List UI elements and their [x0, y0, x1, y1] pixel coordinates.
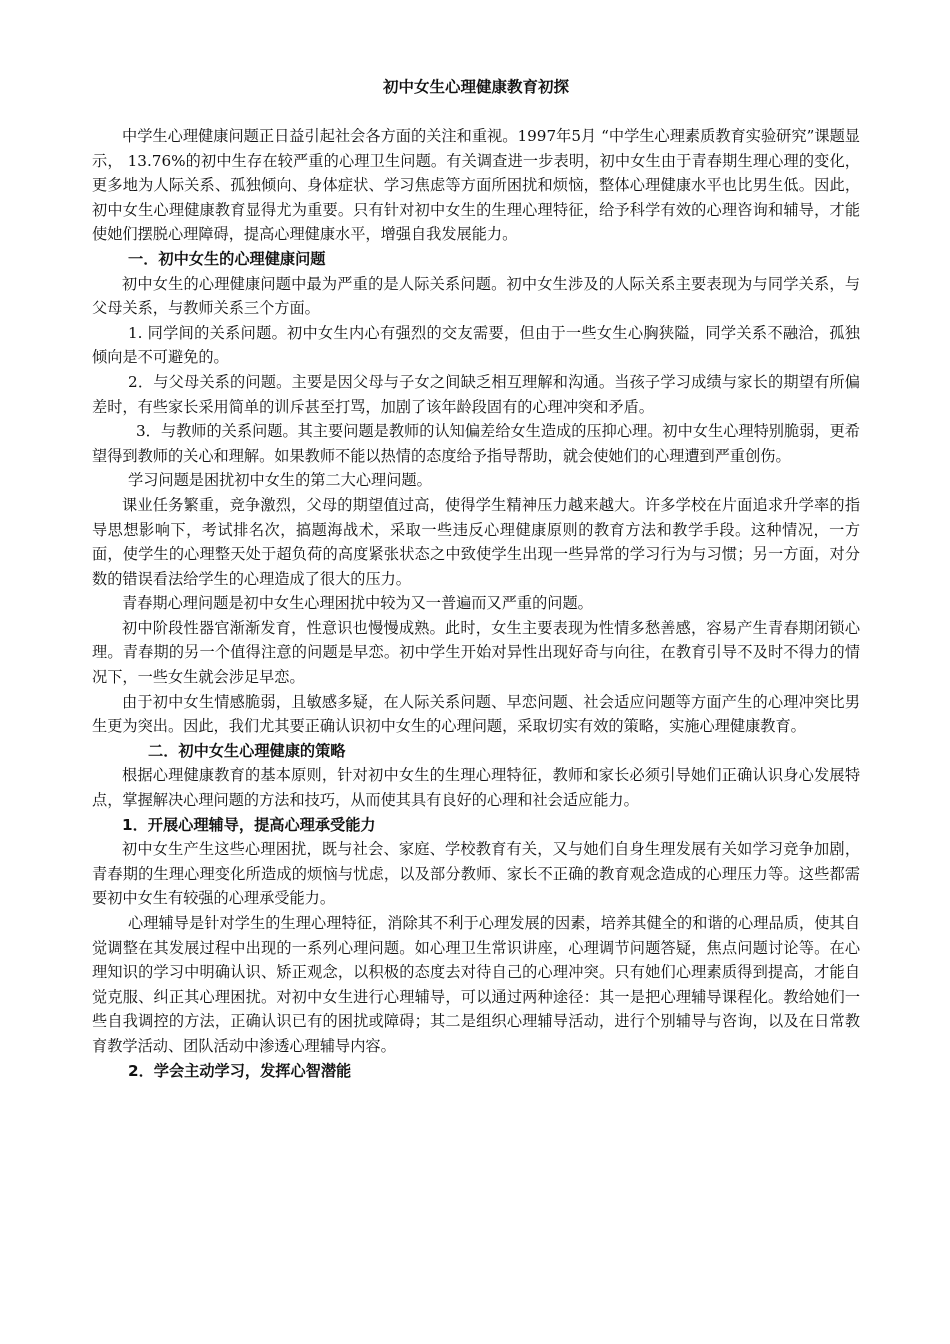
- body-paragraph: 课业任务繁重，竞争激烈，父母的期望值过高，使得学生精神压力越来越大。许多学校在片面追求升学率的指导思想影响下，考试排名次，搞题海战术，采取一些违反心理健康原则的教育方法和教学手段。这种情况，一方面，使学生的心理整天处于超负荷的高度紧张状态之中致使学生出现一些异常的学习行为与习惯；另一方面，对分数的错误看法给学生的心理造成了很大的压力。: [92, 495, 860, 588]
- body-paragraph: 2．与父母关系的问题。主要是因父母与子女之间缺乏相互理解和沟通。当孩子学习成绩与家长的期望有所偏差时，有些家长采用简单的训斥甚至打骂，加剧了该年龄段固有的心理冲突和矛盾。: [92, 372, 860, 416]
- body-paragraph: 3．与教师的关系问题。其主要问题是教师的认知偏差给女生造成的压抑心理。初中女生心理特别脆弱，更希望得到教师的关心和理解。如果教师不能以热情的态度给予指导帮助，就会使她们的心理遭到严重创伤。: [92, 422, 860, 465]
- body-paragraph: 初中女生的心理健康问题中最为严重的是人际关系问题。初中女生涉及的人际关系主要表现为与同学关系，与父母关系，与教师关系三个方面。: [92, 274, 860, 318]
- body-paragraph: 学习问题是困扰初中女生的第二大心理问题。: [128, 471, 432, 490]
- subsection-heading-1: 1．开展心理辅导，提高心理承受能力: [122, 815, 376, 834]
- document-title: 初中女生心理健康教育初探: [382, 78, 569, 96]
- section-heading-1: 一．初中女生的心理健康问题: [128, 249, 326, 268]
- body-paragraph: 心理辅导是针对学生的生理心理特征，消除其不利于心理发展的因素，培养其健全的和谐的心理品质，使其自觉调整在其发展过程中出现的一系列心理问题。如心理卫生常识讲座，心理调节问题答疑，焦点问题讨论等。在心理知识的学习中明确认识、矫正观念，以积极的态度去对待自己的心理冲突。只有她们心理素质得到提高，才能自觉克服、纠正其心理困扰。对初中女生进行心理辅导，可以通过两种途径：其一是把心理辅导课程化。教给她们一些自我调控的方法，正确认识已有的困扰或障碍；其二是组织心理辅导活动，进行个别辅导与咨询，以及在日常教育教学活动、团队活动中渗透心理辅导内容。: [92, 914, 860, 1055]
- subsection-heading-2: 2．学会主动学习，发挥心智潜能: [128, 1061, 352, 1080]
- body-paragraph: 由于初中女生情感脆弱，且敏感多疑，在人际关系问题、早恋问题、社会适应问题等方面产生的心理冲突比男生更为突出。因此，我们尤其要正确认识初中女生的心理问题，采取切实有效的策略，实施心理健康教育。: [92, 692, 860, 736]
- intro-paragraph: 中学生心理健康问题正日益引起社会各方面的关注和重视。1997年5月 “中学生心理素质教育实验研究”课题显示， 13.76%的初中生存在较严重的心理卫生问题。有关调查进一步表明，初中女生由于青春期生理心理的变化，更多地为人际关系、孤独倾向、身体症状、学习焦虑等方面所困扰和烦恼，整体心理健康水平也比男生低。因此，初中女生心理健康教育显得尤为重要。只有针对初中女生的生理心理特征，给予科学有效的心理咨询和辅导，才能使她们摆脱心理障碍，提高心理健康水平，增强自我发展能力。: [92, 127, 860, 244]
- body-paragraph: 初中阶段性器官渐渐发育，性意识也慢慢成熟。此时，女生主要表现为性情多愁善感，容易产生青春期闭锁心理。青春期的另一个值得注意的问题是早恋。初中学生开始对异性出现好奇与向往，在教育引导不及时不得力的情况下，一些女生就会涉足早恋。: [92, 618, 860, 687]
- body-paragraph: 青春期心理问题是初中女生心理困扰中较为又一普遍而又严重的问题。: [122, 594, 593, 613]
- body-paragraph: 初中女生产生这些心理困扰，既与社会、家庭、学校教育有关，又与她们自身生理发展有关如学习竞争加剧，青春期的生理心理变化所造成的烦恼与忧虑，以及部分教师、家长不正确的教育观念造成的心理压力等。这些都需要初中女生有较强的心理承受能力。: [92, 840, 860, 908]
- document-page: [92, 76, 860, 1083]
- body-paragraph: 根据心理健康教育的基本原则，针对初中女生的生理心理特征，教师和家长必须引导她们正确认识身心发展特点，掌握解决心理问题的方法和技巧，从而使其具有良好的心理和社会适应能力。: [92, 766, 860, 810]
- section-heading-2: 二．初中女生心理健康的策略: [148, 741, 346, 760]
- body-paragraph: 1. 同学间的关系问题。初中女生内心有强烈的交友需要，但由于一些女生心胸狭隘，同学关系不融洽，孤独倾向是不可避免的。: [92, 323, 860, 367]
